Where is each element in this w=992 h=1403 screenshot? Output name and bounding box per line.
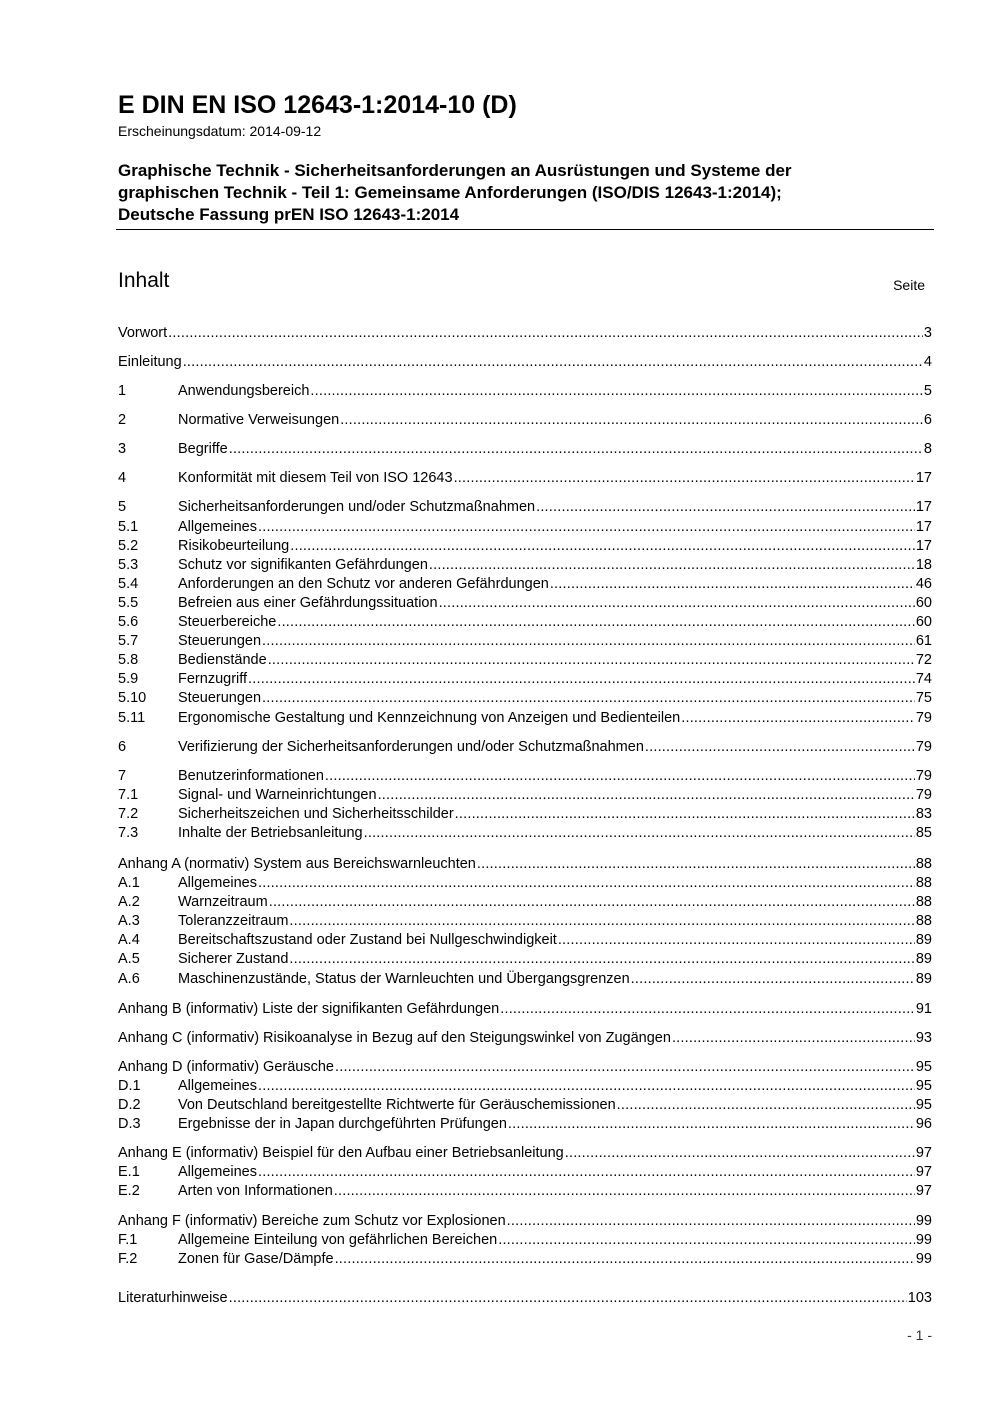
title-divider [116,229,934,230]
toc-entry[interactable] [118,893,932,912]
toc-leader-dots [617,1096,915,1115]
toc-entry-number: 5.6 [118,614,139,630]
toc-entry-title: Steuerbereiche [178,614,277,630]
toc-entry-title: Vorwort [118,325,168,341]
toc-entry-number: D.1 [118,1078,141,1094]
toc-entry-number: 5.4 [118,576,139,592]
toc-entry-page: 97 [915,1164,932,1180]
toc-entry-title: Anforderungen an den Schutz vor anderen Gefährdungen [178,576,549,592]
toc-entry-number: 3 [118,441,127,457]
toc-entry-number: 7.3 [118,825,139,841]
toc-entry-title: Steuerungen [178,633,262,649]
toc-leader-dots [364,824,915,843]
toc-entry-title: Bedienstände [178,652,267,668]
toc-entry-title: Anhang E (informativ) Beispiel für den Aufbau einer Betriebsanleitung [118,1145,564,1161]
toc-entry-page: 46 [915,576,932,592]
toc-entry-page: 99 [915,1232,932,1248]
toc-leader-dots [681,709,915,728]
toc-entry[interactable] [118,709,932,728]
toc-entry[interactable] [118,518,932,537]
toc-entry[interactable] [118,1163,932,1182]
toc-leader-dots [268,651,915,670]
toc-entry[interactable] [118,469,932,488]
toc-entry-page: 17 [915,499,932,515]
toc-entry-number: A.4 [118,932,140,948]
page-number: - 1 - [907,1327,932,1343]
toc-entry-number: 5.3 [118,557,139,573]
toc-entry-page: 6 [923,412,932,428]
toc-leader-dots [378,786,915,805]
toc-entry-page: 97 [915,1145,932,1161]
toc-entry[interactable] [118,874,932,893]
toc-entry-number: 5.5 [118,595,139,611]
toc-leader-dots [262,689,915,708]
toc-entry[interactable] [118,382,932,401]
toc-entry[interactable] [118,738,932,757]
toc-entry-title: Ergebnisse der in Japan durchgeführten Prüfungen [178,1116,507,1132]
toc-leader-dots [508,1115,915,1134]
toc-leader-dots [289,950,914,969]
toc-entry-title: Maschinenzustände, Status der Warnleuchten und Übergangsgrenzen [178,971,630,987]
toc-entry[interactable] [118,786,932,805]
toc-entry-number: 5.7 [118,633,139,649]
toc-entry-title: Anhang F (informativ) Bereiche zum Schutz vor Explosionen [118,1213,506,1229]
toc-entry-title: Sicherheitszeichen und Sicherheitsschilder [178,806,454,822]
toc-entry-number: 5.2 [118,538,139,554]
toc-entry-number: A.1 [118,875,140,891]
toc-leader-dots [168,324,923,343]
toc-entry-title: Signal- und Warneinrichtungen [178,787,377,803]
toc-entry-title: Toleranzzeitraum [178,913,289,929]
toc-entry[interactable] [118,855,932,874]
toc-entry-title: Steuerungen [178,690,262,706]
toc-entry[interactable] [118,1231,932,1250]
toc-entry-page: 91 [915,1001,932,1017]
toc-leader-dots [340,411,923,430]
toc-entry[interactable] [118,324,932,343]
toc-entry[interactable] [118,1182,932,1201]
toc-entry[interactable] [118,556,932,575]
toc-leader-dots [258,518,915,537]
toc-entry[interactable] [118,594,932,613]
toc-leader-dots [565,1144,915,1163]
toc-leader-dots [335,1250,915,1269]
toc-entry-page: 79 [915,710,932,726]
toc-entry[interactable] [118,411,932,430]
toc-leader-dots [290,537,915,556]
toc-entry-title: Befreien aus einer Gefährdungssituation [178,595,438,611]
document-title [118,160,934,226]
toc-entry-page: 79 [915,739,932,755]
toc-entry-title: Anwendungsbereich [178,383,310,399]
toc-leader-dots [455,805,915,824]
toc-entry-number: D.3 [118,1116,141,1132]
toc-entry-number: D.2 [118,1097,141,1113]
toc-entry-page: 96 [915,1116,932,1132]
toc-entry-number: A.2 [118,894,140,910]
toc-entry-title: Konformität mit diesem Teil von ISO 12643 [178,470,453,486]
toc-entry-page: 88 [915,913,932,929]
toc-entry-number: 5.8 [118,652,139,668]
toc-entry-page: 79 [915,787,932,803]
toc-entry[interactable] [118,689,932,708]
toc-entry-title: Anhang C (informativ) Risikoanalyse in Bezug auf den Steigungswinkel von Zugängen [118,1030,671,1046]
toc-entry[interactable] [118,537,932,556]
toc-leader-dots [507,1212,915,1231]
toc-entry-number: 5.1 [118,519,139,535]
page-column-label: Seite [893,277,925,293]
toc-leader-dots [310,382,923,401]
toc-entry-number: 4 [118,470,127,486]
toc-entry-title: Fernzugriff [178,671,248,687]
toc-entry[interactable] [118,1212,932,1231]
toc-entry-page: 88 [915,856,932,872]
toc-entry[interactable] [118,970,932,989]
toc-entry-title: Allgemeine Einteilung von gefährlichen Bereichen [178,1232,498,1248]
toc-entry-page: 3 [923,325,932,341]
toc-leader-dots [645,738,915,757]
toc-entry-number: 2 [118,412,127,428]
toc-entry-page: 95 [915,1078,932,1094]
toc-leader-dots [248,670,915,689]
toc-entry[interactable] [118,575,932,594]
toc-entry-title: Allgemeines [178,519,257,535]
toc-entry-title: Benutzerinformationen [178,768,324,784]
toc-entry-page: 17 [915,538,932,554]
title-line: Graphische Technik - Sicherheitsanforderungen an Ausrüstungen und Systeme der [118,161,792,180]
toc-entry-number: 7.1 [118,787,139,803]
toc-entry-title: Ergonomische Gestaltung und Kennzeichnung von Anzeigen und Bedienteilen [178,710,681,726]
toc-entry[interactable] [118,1058,932,1077]
toc-entry[interactable] [118,1250,932,1269]
toc-entry-title: Sicherer Zustand [178,951,289,967]
toc-entry[interactable] [118,353,932,372]
toc-entry-title: Warnzeitraum [178,894,268,910]
toc-entry-page: 79 [915,768,932,784]
toc-entry-page: 18 [915,557,932,573]
toc-entry[interactable] [118,950,932,969]
toc-leader-dots [289,912,914,931]
toc-entry-title: Arten von Informationen [178,1183,333,1199]
toc-entry-page: 103 [907,1290,932,1306]
toc-entry-number: 5 [118,499,127,515]
toc-entry-number: A.5 [118,951,140,967]
toc-entry[interactable] [118,1077,932,1096]
toc-entry-page: 95 [915,1059,932,1075]
toc-entry-page: 89 [915,932,932,948]
toc-entry-title: Verifizierung der Sicherheitsanforderungen und/oder Schutzmaßnahmen [178,739,644,755]
toc-entry[interactable] [118,1096,932,1115]
toc-entry-page: 93 [915,1030,932,1046]
toc-leader-dots [334,1182,915,1201]
toc-entry-page: 88 [915,875,932,891]
toc-leader-dots [183,353,923,372]
toc-entry[interactable] [118,1029,932,1048]
toc-entry[interactable] [118,498,932,517]
toc-entry[interactable] [118,931,932,950]
toc-entry-number: A.6 [118,971,140,987]
toc-entry-number: E.2 [118,1183,140,1199]
toc-leader-dots [258,1163,915,1182]
toc-entry-page: 95 [915,1097,932,1113]
toc-entry[interactable] [118,613,932,632]
toc-leader-dots [325,767,915,786]
toc-leader-dots [498,1231,915,1250]
toc-entry-page: 17 [915,470,932,486]
toc-leader-dots [500,1000,915,1019]
toc-leader-dots [258,1077,915,1096]
toc-entry-page: 4 [923,354,932,370]
toc-leader-dots [229,1289,907,1308]
toc-leader-dots [258,874,915,893]
toc-entry-title: Bereitschaftszustand oder Zustand bei Nullgeschwindigkeit [178,932,557,948]
toc-entry-title: Schutz vor signifikanten Gefährdungen [178,557,428,573]
toc-entry-title: Anhang A (normativ) System aus Bereichswarnleuchten [118,856,476,872]
toc-entry-title: Risikobeurteilung [178,538,290,554]
toc-leader-dots [672,1029,915,1048]
publication-date: Erscheinungsdatum: 2014-09-12 [118,123,322,139]
toc-entry-number: A.3 [118,913,140,929]
toc-entry-page: 99 [915,1213,932,1229]
toc-entry[interactable] [118,670,932,689]
toc-entry[interactable] [118,1115,932,1134]
toc-entry-title: Zonen für Gase/Dämpfe [178,1251,334,1267]
toc-entry-title: Anhang D (informativ) Geräusche [118,1059,334,1075]
toc-entry-number: 5.10 [118,690,147,706]
toc-entry-page: 8 [923,441,932,457]
toc-entry-page: 89 [915,951,932,967]
toc-entry-page: 61 [915,633,932,649]
toc-leader-dots [269,893,915,912]
toc-entry-page: 60 [915,595,932,611]
toc-leader-dots [536,498,915,517]
toc-leader-dots [558,931,915,950]
toc-entry-title: Einleitung [118,354,182,370]
toc-leader-dots [550,575,915,594]
toc-leader-dots [335,1058,915,1077]
toc-entry-number: F.2 [118,1251,138,1267]
toc-entry-title: Allgemeines [178,875,257,891]
toc-entry-title: Sicherheitsanforderungen und/oder Schutzmaßnahmen [178,499,536,515]
toc-entry-number: 7.2 [118,806,139,822]
toc-entry-page: 85 [915,825,932,841]
toc-entry-title: Anhang B (informativ) Liste der signifikanten Gefährdungen [118,1001,500,1017]
toc-leader-dots [262,632,915,651]
toc-entry-page: 99 [915,1251,932,1267]
toc-entry-page: 74 [915,671,932,687]
toc-leader-dots [277,613,915,632]
title-line: graphischen Technik - Teil 1: Gemeinsame Anforderungen (ISO/DIS 12643-1:2014); [118,183,782,202]
document-id: E DIN EN ISO 12643-1:2014-10 (D) [118,91,517,119]
toc-entry-page: 97 [915,1183,932,1199]
toc-leader-dots [429,556,915,575]
toc-entry-number: 5.9 [118,671,139,687]
toc-entry-title: Normative Verweisungen [178,412,340,428]
toc-entry[interactable] [118,767,932,786]
toc-entry-page: 72 [915,652,932,668]
toc-entry-title: Inhalte der Betriebsanleitung [178,825,363,841]
toc-entry-page: 60 [915,614,932,630]
toc-entry-page: 75 [915,690,932,706]
toc-entry-number: 1 [118,383,127,399]
toc-entry[interactable] [118,651,932,670]
toc-entry-page: 17 [915,519,932,535]
toc-leader-dots [631,970,915,989]
toc-entry[interactable] [118,440,932,459]
toc-leader-dots [439,594,915,613]
title-line: Deutsche Fassung prEN ISO 12643-1:2014 [118,205,460,224]
toc-entry-page: 89 [915,971,932,987]
toc-entry-page: 83 [915,806,932,822]
toc-entry-title: Begriffe [178,441,228,457]
toc-entry[interactable] [118,912,932,931]
toc-entry-number: F.1 [118,1232,138,1248]
toc-entry-title: Von Deutschland bereitgestellte Richtwerte für Geräuschemissionen [178,1097,616,1113]
toc-entry-title: Allgemeines [178,1078,257,1094]
toc-entry-page: 88 [915,894,932,910]
toc-entry-number: E.1 [118,1164,140,1180]
toc-entry[interactable] [118,632,932,651]
toc-leader-dots [229,440,923,459]
toc-entry-title: Allgemeines [178,1164,257,1180]
toc-leader-dots [477,855,915,874]
toc-entry-number: 6 [118,739,127,755]
toc-entry-title: Literaturhinweise [118,1290,228,1306]
toc-entry-page: 5 [923,383,932,399]
toc-entry-number: 5.11 [118,710,146,726]
toc-heading: Inhalt [118,269,170,292]
toc-entry[interactable] [118,1144,932,1163]
toc-entry[interactable] [118,805,932,824]
toc-entry[interactable] [118,1000,932,1019]
toc-entry[interactable] [118,1289,932,1308]
toc-leader-dots [454,469,915,488]
toc-entry[interactable] [118,824,932,843]
toc-entry-number: 7 [118,768,127,784]
